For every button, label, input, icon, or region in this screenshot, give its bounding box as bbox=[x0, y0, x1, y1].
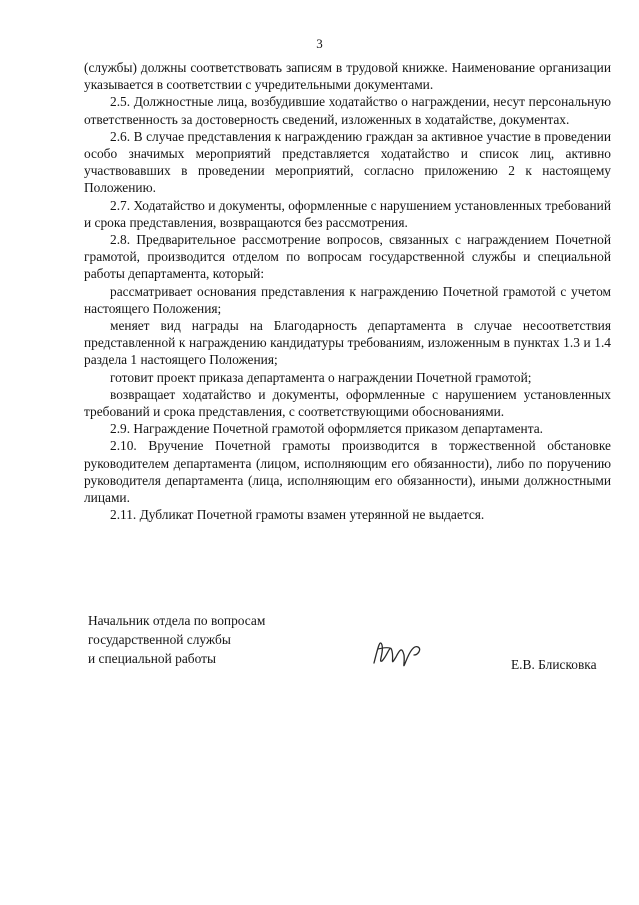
signatory-position-line: государственной службы bbox=[88, 632, 231, 647]
paragraph-2-10: 2.10. Вручение Почетной грамоты производится в торжественной обстановке руководителем департамента (лицом, исполняющим его обязанности), либо по поручению руководителя департамента (лица, исполняющим его обязанности), иными должностными лицами. bbox=[84, 438, 611, 506]
paragraph-continuation: (службы) должны соответствовать записям в трудовой книжке. Наименование организации указывается в соответствии с учредительными документами. bbox=[84, 60, 611, 93]
paragraph-2-8: 2.8. Предварительное рассмотрение вопросов, связанных с награждением Почетной грамотой, производится отделом по вопросам государственной службы и специальной работы департамента, который: bbox=[84, 232, 611, 282]
paragraph-2-8-item-1: рассматривает основания представления к награждению Почетной грамотой с учетом настоящего Положения; bbox=[84, 283, 611, 316]
page-number: 3 bbox=[316, 36, 323, 51]
signatory-position-line: Начальник отдела по вопросам bbox=[88, 613, 266, 628]
paragraph-2-8-item-3: готовит проект приказа департамента о награждении Почетной грамотой; bbox=[110, 369, 532, 385]
handwritten-signature bbox=[368, 633, 428, 673]
paragraph-2-7: 2.7. Ходатайство и документы, оформленные с нарушением установленных требований и срока представления, возвращаются без рассмотрения. bbox=[84, 197, 611, 230]
signatory-name: Е.В. Блисковка bbox=[511, 657, 597, 672]
signatory-position-line: и специальной работы bbox=[88, 651, 216, 666]
paragraph-2-5: 2.5. Должностные лица, возбудившие ходатайство о награждении, несут персональную ответственность за достоверность сведений, изложенных в ходатайстве, документах. bbox=[84, 94, 611, 127]
paragraph-2-8-item-4: возвращает ходатайство и документы, оформленные с нарушением установленных требований и срока представления, с соответствующими обоснованиями. bbox=[84, 386, 611, 420]
signature-block bbox=[88, 611, 618, 691]
paragraph-2-11: 2.11. Дубликат Почетной грамоты взамен утерянной не выдается. bbox=[110, 507, 485, 523]
paragraph-2-6: 2.6. В случае представления к награждению граждан за активное участие в проведении особо значимых мероприятий представляется ходатайство и список лиц, активно участвовавших в проведении мероприятий, согласно приложению 2 к настоящему Положению. bbox=[84, 128, 611, 196]
paragraph-2-8-item-2: меняет вид награды на Благодарность департамента в случае несоответствия представленной к награждению кандидатуры требованиям, изложенным в пунктах 1.3 и 1.4 раздела 1 настоящего Положения; bbox=[84, 318, 611, 368]
document-body bbox=[84, 59, 611, 523]
paragraph-2-9: 2.9. Награждение Почетной грамотой оформляется приказом департамента. bbox=[110, 421, 544, 437]
